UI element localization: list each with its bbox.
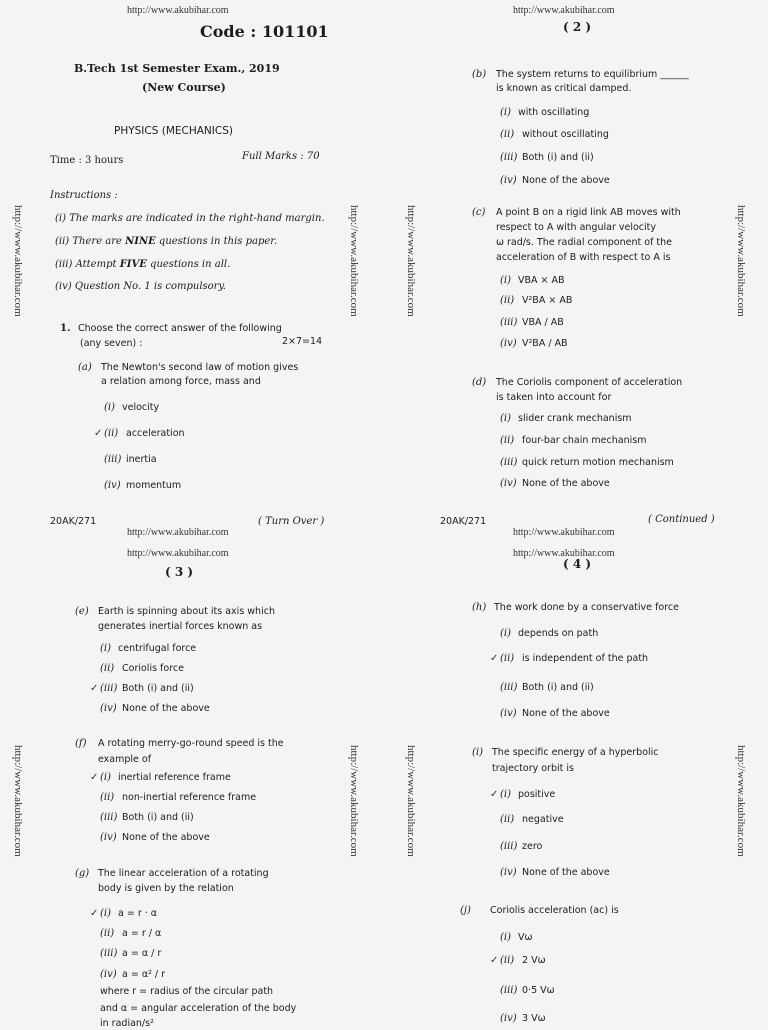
- question-text: acceleration of B with respect to A is: [496, 252, 671, 263]
- item-text: The marks are indicated in the right-hand margin.: [69, 213, 325, 224]
- where-line: and α = angular acceleration of the body: [100, 1003, 297, 1014]
- option-text[interactable]: inertia: [126, 454, 157, 465]
- checkmark-icon: ✓: [90, 683, 99, 694]
- option-text[interactable]: a = α² / r: [122, 969, 166, 980]
- option-number: (iii): [104, 454, 122, 465]
- option-number: (iii): [100, 948, 118, 959]
- instruction-item: [55, 281, 226, 293]
- question-text: is known as critical damped.: [496, 83, 632, 94]
- question-text: Earth is spinning about its axis which: [98, 606, 275, 617]
- option-number: (iv): [500, 867, 517, 878]
- option-number: (iii): [100, 683, 118, 694]
- full-marks: Full Marks : 70: [242, 151, 320, 162]
- option-text[interactable]: inertial reference frame: [118, 772, 231, 783]
- watermark: http://www.akubihar.com: [405, 205, 417, 317]
- course-label: (New Course): [142, 81, 226, 94]
- option-number: (i): [104, 402, 116, 413]
- watermark: http://www.akubihar.com: [348, 745, 360, 857]
- option-number: (iv): [100, 832, 117, 843]
- option-text[interactable]: a = r / α: [122, 928, 162, 939]
- question-text: A rotating merry-go-round speed is the: [98, 738, 284, 749]
- checkmark-icon: ✓: [90, 772, 99, 783]
- option-text[interactable]: Both (i) and (ii): [122, 683, 194, 694]
- question-label: (b): [472, 69, 487, 80]
- option-text[interactable]: a = α / r: [122, 948, 162, 959]
- question-text: a relation among force, mass and: [101, 376, 261, 387]
- instructions-label: Instructions :: [50, 190, 118, 201]
- question-label: (i): [472, 747, 484, 758]
- option-number: (ii): [500, 955, 515, 966]
- option-text[interactable]: positive: [518, 789, 556, 800]
- option-number: (iv): [100, 703, 117, 714]
- option-number: (ii): [500, 814, 515, 825]
- option-number: (ii): [100, 663, 115, 674]
- question-text: body is given by the relation: [98, 883, 234, 894]
- question-label: (d): [472, 377, 487, 388]
- option-text[interactable]: slider crank mechanism: [518, 413, 632, 424]
- option-number: (iv): [500, 175, 517, 186]
- option-number: (iii): [500, 152, 518, 163]
- option-text[interactable]: 2 Vω: [522, 955, 546, 966]
- question-text: example of: [98, 754, 152, 765]
- option-text[interactable]: quick return motion mechanism: [522, 457, 674, 468]
- question-number: 1.: [60, 323, 71, 334]
- header-url[interactable]: http://www.akubihar.com: [513, 5, 615, 16]
- option-number: (iv): [500, 1013, 517, 1024]
- option-text[interactable]: depends on path: [518, 628, 599, 639]
- watermark: http://www.akubihar.com: [348, 205, 360, 317]
- option-text[interactable]: a = r · α: [118, 908, 158, 919]
- question-text: Choose the correct answer of the following: [78, 323, 282, 334]
- item-bold: FIVE: [119, 259, 147, 270]
- question-text: The Coriolis component of acceleration: [496, 377, 683, 388]
- instruction-item: [55, 213, 325, 225]
- question-text: trajectory orbit is: [492, 763, 574, 774]
- option-number: (i): [100, 908, 112, 919]
- header-url[interactable]: http://www.akubihar.com: [127, 5, 229, 16]
- question-text: The specific energy of a hyperbolic: [492, 747, 659, 758]
- question-text: The system returns to equilibrium ______: [496, 69, 689, 80]
- option-number: (i): [100, 643, 112, 654]
- option-text[interactable]: four-bar chain mechanism: [522, 435, 647, 446]
- option-text[interactable]: Both (i) and (ii): [522, 152, 594, 163]
- option-text[interactable]: 0·5 Vω: [522, 985, 555, 996]
- option-text[interactable]: acceleration: [126, 428, 185, 439]
- option-number: (i): [500, 628, 512, 639]
- option-number: (i): [500, 789, 512, 800]
- option-number: (iv): [100, 969, 117, 980]
- option-number: (ii): [104, 428, 119, 439]
- item-text: questions in this paper.: [155, 236, 278, 247]
- where-line: in radian/s²: [100, 1018, 154, 1029]
- option-text[interactable]: velocity: [122, 402, 160, 413]
- instruction-item: [55, 236, 277, 248]
- option-number: (i): [100, 772, 112, 783]
- subject-title: PHYSICS (MECHANICS): [114, 125, 233, 137]
- question-text: Coriolis acceleration (ac) is: [490, 905, 619, 916]
- option-number: (iii): [500, 457, 518, 468]
- time-label: Time : 3 hours: [50, 155, 124, 166]
- option-text[interactable]: zero: [522, 841, 543, 852]
- option-number: (i): [500, 932, 512, 943]
- item-text: Attempt: [75, 259, 120, 270]
- checkmark-icon: ✓: [94, 428, 103, 439]
- item-num: (i): [55, 213, 67, 224]
- option-text[interactable]: VBA × AB: [518, 275, 565, 286]
- watermark: http://www.akubihar.com: [735, 205, 747, 317]
- question-label: (c): [472, 207, 486, 218]
- item-text: There are: [72, 236, 126, 247]
- option-text[interactable]: without oscillating: [522, 129, 609, 140]
- option-number: (iv): [500, 708, 517, 719]
- option-text[interactable]: Both (i) and (ii): [122, 812, 194, 823]
- item-num: (iv): [55, 281, 72, 292]
- option-text[interactable]: None of the above: [522, 867, 610, 878]
- option-number: (iii): [500, 841, 518, 852]
- option-text[interactable]: centrifugal force: [118, 643, 197, 654]
- page-number: ( 2 ): [563, 20, 592, 34]
- footer-note: ( Turn Over ): [258, 516, 325, 527]
- option-text[interactable]: V²BA × AB: [522, 295, 573, 306]
- option-number: (iv): [104, 480, 121, 491]
- option-text[interactable]: 3 Vω: [522, 1013, 546, 1024]
- watermark: http://www.akubihar.com: [735, 745, 747, 857]
- item-text: questions in all.: [146, 259, 231, 270]
- question-text: is taken into account for: [496, 392, 612, 403]
- option-text[interactable]: None of the above: [522, 175, 610, 186]
- option-number: (ii): [500, 295, 515, 306]
- question-label: (h): [472, 602, 487, 613]
- option-number: (iv): [500, 478, 517, 489]
- question-text: (any seven) :: [80, 338, 143, 349]
- option-text[interactable]: Vω: [518, 932, 533, 943]
- checkmark-icon: ✓: [490, 653, 499, 664]
- option-text[interactable]: non-inertial reference frame: [122, 792, 257, 803]
- option-number: (ii): [100, 928, 115, 939]
- page-number: ( 4 ): [563, 557, 592, 571]
- option-text[interactable]: None of the above: [122, 832, 210, 843]
- option-number: (iii): [500, 317, 518, 328]
- footer-url[interactable]: http://www.akubihar.com: [127, 527, 229, 538]
- watermark: http://www.akubihar.com: [12, 745, 24, 857]
- checkmark-icon: ✓: [490, 955, 499, 966]
- question-label: (f): [75, 738, 87, 749]
- option-number: (i): [500, 275, 512, 286]
- option-number: (iii): [500, 985, 518, 996]
- question-text: generates inertial forces known as: [98, 621, 263, 632]
- option-text[interactable]: None of the above: [522, 708, 610, 719]
- item-text: Question No. 1 is compulsory.: [74, 281, 226, 292]
- option-text[interactable]: None of the above: [122, 703, 210, 714]
- option-text[interactable]: V²BA / AB: [522, 338, 568, 349]
- option-text[interactable]: is independent of the path: [522, 653, 649, 664]
- option-text[interactable]: Both (i) and (ii): [522, 682, 594, 693]
- question-text: ω rad/s. The radial component of the: [496, 237, 673, 248]
- page-number: ( 3 ): [165, 565, 194, 579]
- option-text[interactable]: Coriolis force: [122, 663, 184, 674]
- option-number: (ii): [500, 653, 515, 664]
- option-number: (i): [500, 107, 512, 118]
- option-number: (ii): [100, 792, 115, 803]
- item-num: (ii): [55, 236, 70, 247]
- question-text: respect to A with angular velocity: [496, 222, 656, 233]
- watermark: http://www.akubihar.com: [12, 205, 24, 317]
- header-url[interactable]: http://www.akubihar.com: [513, 548, 615, 559]
- question-label: (g): [75, 868, 90, 879]
- question-text: The linear acceleration of a rotating: [98, 868, 269, 879]
- question-marks: 2×7=14: [282, 336, 323, 347]
- option-text[interactable]: negative: [522, 814, 564, 825]
- paper-code: Code : 101101: [200, 22, 329, 41]
- footer-code: 20AK/271: [50, 516, 97, 527]
- item-bold: NINE: [125, 236, 156, 247]
- option-number: (iv): [500, 338, 517, 349]
- option-text[interactable]: None of the above: [522, 478, 610, 489]
- footer-code: 20AK/271: [440, 516, 487, 527]
- footer-url[interactable]: http://www.akubihar.com: [513, 527, 615, 538]
- question-text: A point B on a rigid link AB moves with: [496, 207, 681, 218]
- question-label: (e): [75, 606, 89, 617]
- instruction-item: [55, 259, 230, 271]
- checkmark-icon: ✓: [90, 908, 99, 919]
- option-number: (iii): [500, 682, 518, 693]
- checkmark-icon: ✓: [490, 789, 499, 800]
- option-number: (ii): [500, 129, 515, 140]
- item-num: (iii): [55, 259, 73, 270]
- option-text[interactable]: with oscillating: [518, 107, 590, 118]
- option-number: (ii): [500, 435, 515, 446]
- option-text[interactable]: momentum: [126, 480, 182, 491]
- header-url[interactable]: http://www.akubihar.com: [127, 548, 229, 559]
- question-text: The Newton's second law of motion gives: [101, 362, 299, 373]
- footer-note: ( Continued ): [648, 514, 715, 525]
- where-line: where r = radius of the circular path: [100, 986, 274, 997]
- watermark: http://www.akubihar.com: [405, 745, 417, 857]
- option-text[interactable]: VBA / AB: [522, 317, 564, 328]
- option-number: (i): [500, 413, 512, 424]
- question-label: (a): [78, 362, 92, 373]
- option-number: (iii): [100, 812, 118, 823]
- question-label: (j): [460, 905, 471, 916]
- exam-title: B.Tech 1st Semester Exam., 2019: [74, 62, 280, 75]
- question-text: The work done by a conservative force: [494, 602, 679, 613]
